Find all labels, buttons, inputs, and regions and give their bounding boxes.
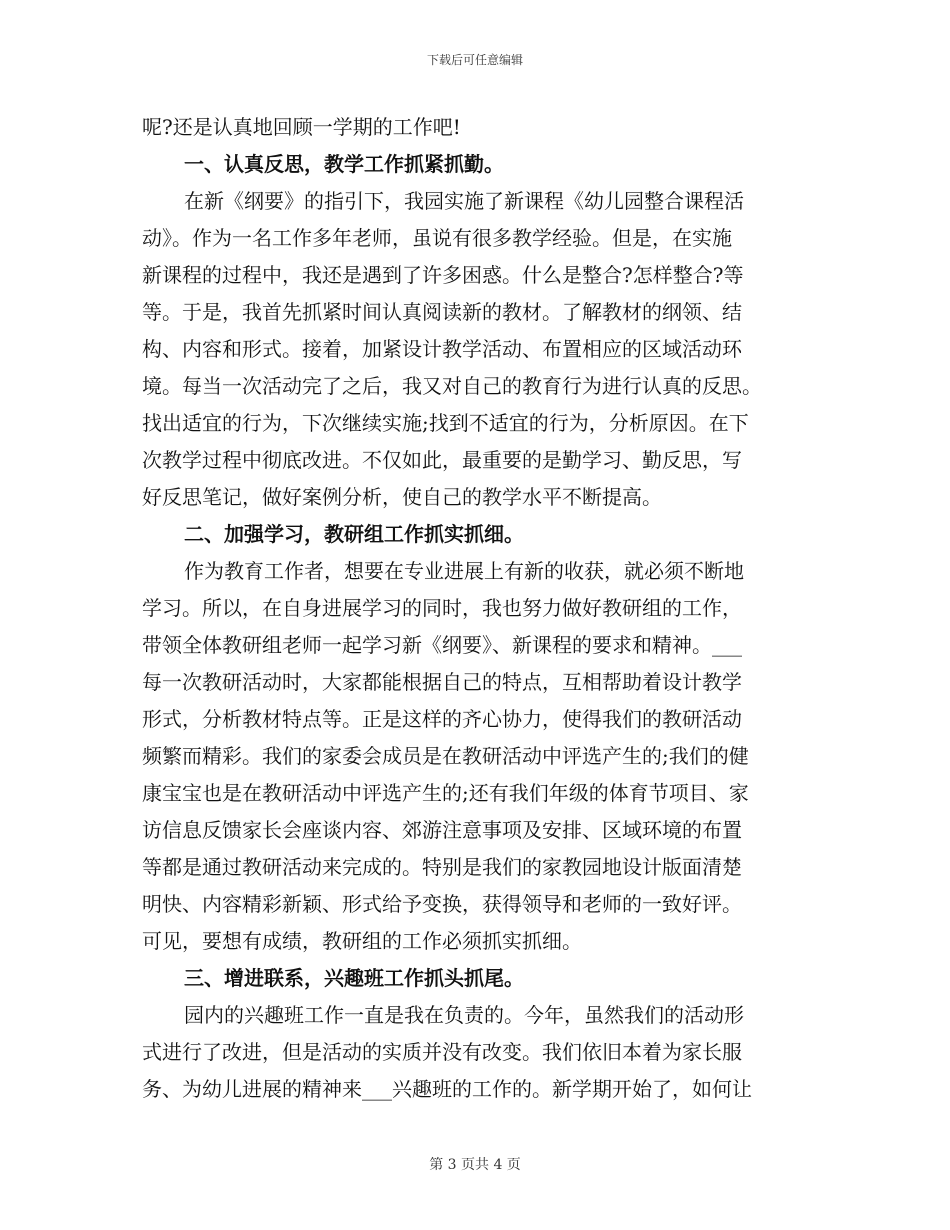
text-line: 式进行了改进，但是活动的实质并没有改变。我们依旧本着为家长服 <box>142 1040 742 1064</box>
text-line: 形式，分析教材特点等。正是这样的齐心协力，使得我们的教研活动 <box>142 707 742 731</box>
paragraph-start: 作为教育工作者，想要在专业进展上有新的收获，就必须不断地 <box>184 559 744 583</box>
text-line: 每一次教研活动时，大家都能根据自己的特点，互相帮助着设计教学 <box>142 670 742 694</box>
text-line: 找出适宜的行为，下次继续实施;找到不适宜的行为，分析原因。在下 <box>142 411 749 435</box>
text-line: 境。每当一次活动完了之后，我又对自己的教育行为进行认真的反思。 <box>142 374 762 398</box>
text-line: 好反思笔记，做好案例分析，使自己的教学水平不断提高。 <box>142 485 662 509</box>
text-line: 构、内容和形式。接着，加紧设计教学活动、布置相应的区域活动环 <box>142 337 742 361</box>
section-heading: 二、加强学习，教研组工作抓实抓细。 <box>184 522 524 546</box>
document-body <box>142 109 808 1108</box>
text-line: 学习。所以，在自身进展学习的同时，我也努力做好教研组的工作， <box>142 596 742 620</box>
paragraph-start: 园内的兴趣班工作一直是我在负责的。今年，虽然我们的活动形 <box>184 1003 744 1027</box>
text-line: 呢?还是认真地回顾一学期的工作吧! <box>142 115 461 139</box>
page-header: 下载后可任意编辑 <box>426 53 523 67</box>
text-line: 次教学过程中彻底改进。不仅如此，最重要的是勤学习、勤反思，写 <box>142 448 742 472</box>
paragraph-start: 在新《纲要》的指引下，我园实施了新课程《幼儿园整合课程活 <box>184 189 744 213</box>
text-line: 等。于是，我首先抓紧时间认真阅读新的教材。了解教材的纲领、结 <box>142 300 742 324</box>
text-line: 可见，要想有成绩，教研组的工作必须抓实抓细。 <box>142 929 582 953</box>
section-heading: 三、增进联系，兴趣班工作抓头抓尾。 <box>184 966 524 990</box>
text-line: 务、为幼儿进展的精神来___兴趣班的工作的。新学期开始了，如何让 <box>142 1077 752 1101</box>
section-heading: 一、认真反思，教学工作抓紧抓勤。 <box>184 152 504 176</box>
text-line: 等都是通过教研活动来完成的。特别是我们的家教园地设计版面清楚 <box>142 855 742 879</box>
text-line: 带领全体教研组老师一起学习新《纲要》、新课程的要求和精神。___ <box>142 633 742 657</box>
page-footer: 第 3 页共 4 页 <box>429 1157 521 1173</box>
text-line: 访信息反馈家长会座谈内容、郊游注意事项及安排、区域环境的布置 <box>142 818 742 842</box>
text-line: 明快、内容精彩新颖、形式给予变换，获得领导和老师的一致好评。 <box>142 892 742 916</box>
text-line: 新课程的过程中，我还是遇到了许多困惑。什么是整合?怎样整合?等 <box>142 263 744 287</box>
text-line: 动》。作为一名工作多年老师，虽说有很多教学经验。但是，在实施 <box>142 226 732 250</box>
text-line: 康宝宝也是在教研活动中评选产生的;还有我们年级的体育节项目、家 <box>142 781 749 805</box>
text-line: 频繁而精彩。我们的家委会成员是在教研活动中评选产生的;我们的健 <box>142 744 749 768</box>
